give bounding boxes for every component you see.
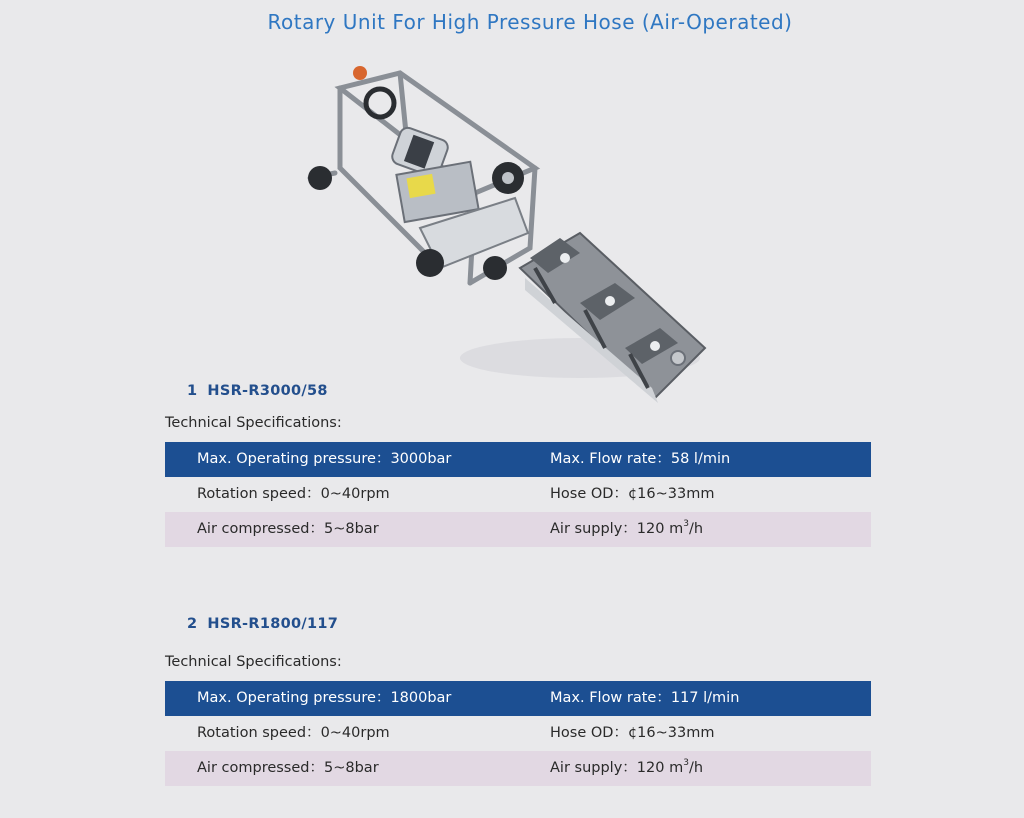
spec-cell-right: Max. Flow rate：117 l/min [550, 690, 740, 706]
spec-cell-right: Air supply：120 $m^3/h$ [550, 519, 704, 537]
spec-cell-left: Rotation speed：0~40rpm [197, 486, 390, 502]
spec-cell-left: Air compressed：5~8bar [197, 521, 379, 537]
spec-row [165, 442, 871, 477]
product-photo [280, 58, 710, 403]
product-heading [187, 383, 328, 399]
spec-row [165, 716, 871, 751]
spec-cell-left: Max. Operating pressure：3000bar [197, 451, 452, 467]
spec-cell-right: Air supply：120 $m^3/h$ [550, 758, 704, 776]
spec-cell-left: Air compressed：5~8bar [197, 760, 379, 776]
spec-label: Technical Specifications: [165, 654, 342, 670]
product-number: 1 [187, 383, 198, 399]
spec-cell-right: Hose OD：¢16~33mm [550, 725, 715, 741]
spec-cell-left: Max. Operating pressure：1800bar [197, 690, 452, 706]
spec-cell-right: Hose OD：¢16~33mm [550, 486, 715, 502]
spec-label: Technical Specifications: [165, 415, 342, 431]
spec-row [165, 477, 871, 512]
spec-cell-left: Rotation speed：0~40rpm [197, 725, 390, 741]
spec-row [165, 751, 871, 786]
page-title: Rotary Unit For High Pressure Hose (Air-Operated) [267, 10, 793, 34]
product-model: HSR-R3000/58 [207, 383, 328, 399]
product-heading [187, 616, 338, 632]
rotary-unit-illustration [280, 58, 710, 403]
spec-table [165, 442, 871, 547]
spec-row [165, 512, 871, 547]
spec-row [165, 681, 871, 716]
product-model: HSR-R1800/117 [207, 616, 339, 632]
spec-cell-right: Max. Flow rate：58 l/min [550, 451, 731, 467]
product-number: 2 [187, 616, 198, 632]
spec-table [165, 681, 871, 786]
